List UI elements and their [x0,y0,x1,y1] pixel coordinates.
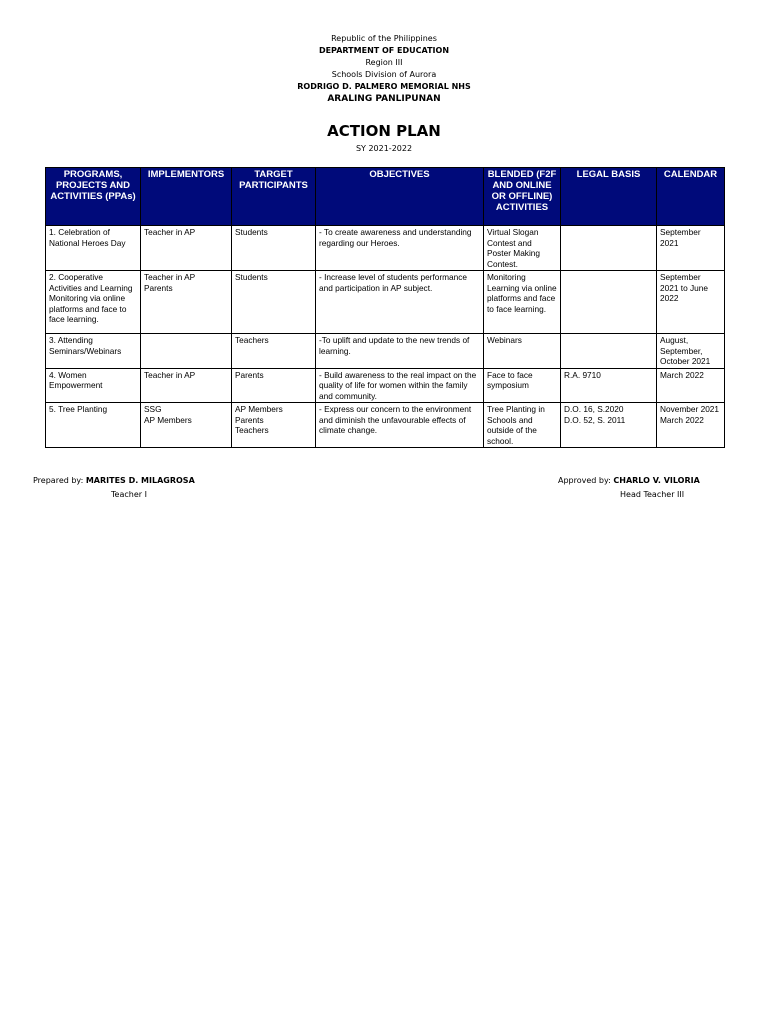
calendar-entry: November 2021 [660,404,720,414]
division-line: Schools Division of Aurora [331,70,437,79]
legal-basis-entry: D.O. 52, S. 2011 [564,414,626,425]
cell-legal-basis [561,334,657,369]
participant: Teachers [235,335,269,345]
cell-activities: Monitoring Learning via online platforms and face to face learning. [484,271,561,334]
implementor: AP Members [144,414,192,425]
cell-implementors [141,403,232,448]
cell-ppa: 2. Cooperative Activities and Learning Monitoring via online platforms and face to face learning. [46,271,141,334]
cell-calendar [657,334,725,369]
participant: AP Members [235,404,283,414]
cell-objectives: - Increase level of students performance and participation in AP subject. [316,271,484,334]
cell-activities: Virtual Slogan Contest and Poster Making Contest. [484,226,561,271]
participant: Parents [235,414,264,425]
implementor: Parents [144,282,173,293]
calendar-entry: March 2022 [660,369,704,380]
table-row [46,403,725,448]
participant: Teachers [235,425,269,435]
calendar-entry: March 2022 [660,414,704,425]
approved-by-block [558,474,700,502]
table-row [46,226,725,271]
participant: Students [235,272,268,282]
cell-ppa: 1. Celebration of National Heroes Day [46,226,141,271]
approved-by-role: Head Teacher III [620,490,685,499]
region-line: Region III [365,58,403,67]
republic-line: Republic of the Philippines [331,34,437,43]
cell-participants [232,334,316,369]
school-year: SY 2021-2022 [355,144,413,153]
cell-objectives: -To uplift and update to the new trends of learning. [316,334,484,369]
header-target-participants: TARGET PARTICIPANTS [232,168,316,226]
participant: Parents [235,369,264,380]
cell-participants [232,271,316,334]
header-blended-activities: BLENDED (F2F AND ONLINE OR OFFLINE) ACTIVITIES [484,168,561,226]
cell-participants [232,403,316,448]
cell-legal-basis [561,226,657,271]
table-row [46,271,725,334]
cell-calendar [657,271,725,334]
implementor: Teacher in AP [144,227,196,237]
cell-calendar [657,403,725,448]
letterhead [0,33,768,105]
header-legal-basis: LEGAL BASIS [561,168,657,226]
prepared-by-name: MARITES D. MILAGROSA [85,476,195,485]
school-name: RODRIGO D. PALMERO MEMORIAL NHS [297,82,471,91]
table-row [46,368,725,403]
cell-ppa: 5. Tree Planting [46,403,141,448]
approved-by-label: Approved by: [558,476,611,485]
cell-calendar [657,226,725,271]
approved-by-name: CHARLO V. VILORIA [613,476,700,485]
participant: Students [235,227,268,237]
prepared-by-role: Teacher I [111,490,147,499]
cell-legal-basis [561,271,657,334]
calendar-entry: September 2021 [660,227,701,248]
calendar-entry: August, September, October 2021 [660,335,711,366]
prepared-by-block [33,474,195,502]
legal-basis-entry: R.A. 9710 [564,369,601,380]
header-calendar: CALENDAR [657,168,725,226]
table-row [46,334,725,369]
cell-implementors [141,226,232,271]
implementor: Teacher in AP [144,272,196,282]
action-plan-table [45,167,725,448]
cell-ppa: 3. Attending Seminars/Webinars [46,334,141,369]
legal-basis-entry: D.O. 16, S.2020 [564,404,624,414]
cell-calendar [657,368,725,403]
cell-objectives: - To create awareness and understanding regarding our Heroes. [316,226,484,271]
cell-objectives: - Express our concern to the environment and diminish the unfavourable effects of climate change. [316,403,484,448]
calendar-entry: September 2021 to June 2022 [660,272,708,303]
document-title: ACTION PLAN [327,122,441,140]
cell-legal-basis [561,368,657,403]
header-ppas: PROGRAMS, PROJECTS AND ACTIVITIES (PPAs) [46,168,141,226]
cell-objectives: - Build awareness to the real impact on the quality of life for women within the family and community. [316,368,484,403]
table-header-row [46,168,725,226]
cell-activities: Tree Planting in Schools and outside of the school. [484,403,561,448]
implementor: Teacher in AP [144,369,196,380]
cell-participants [232,368,316,403]
cell-ppa: 4. Women Empowerment [46,368,141,403]
department-line: DEPARTMENT OF EDUCATION [318,46,450,55]
prepared-by-label: Prepared by: [33,476,84,485]
header-objectives: OBJECTIVES [316,168,484,226]
header-implementors: IMPLEMENTORS [141,168,232,226]
cell-implementors [141,368,232,403]
cell-implementors [141,271,232,334]
cell-activities: Webinars [484,334,561,369]
cell-legal-basis [561,403,657,448]
implementor: SSG [144,404,162,414]
cell-activities: Face to face symposium [484,368,561,403]
subject-name: ARALING PANLIPUNAN [327,94,441,104]
cell-implementors [141,334,232,369]
cell-participants [232,226,316,271]
